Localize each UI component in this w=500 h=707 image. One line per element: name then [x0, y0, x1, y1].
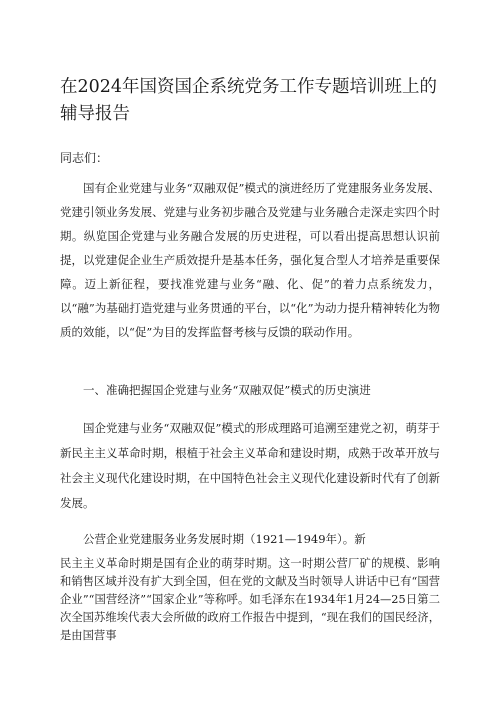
period-paragraph	[60, 530, 440, 645]
period-lead: 公营企业党建服务业务发展时期（1921—1949年）。新	[83, 532, 366, 546]
salutation: 同志们：	[60, 151, 109, 165]
period-body: 民主主义革命时期是国有企业的萌芽时期。这一时期公营厂矿的规模、影响和销售区域并没有扩大到全国，但在党的文献及当时领导人讲话中已有“国营企业”“国营经济”“国家企业”等称呼。如毛泽东在1934年1月24—25日第二次全国苏维埃代表大会所做的政府工作报告中提到，“现在我们的国民经济，是由国营事	[60, 557, 440, 642]
section-paragraph: 国企党建与业务“双融双促”模式的形成理路可追溯至建党之初，萌芽于新民主主义革命时期，根植于社会主义革命和建设时期，成熟于改革开放与社会主义现代化建设时期，在中国特色社会主义现代化建设新时代有了创新发展。	[60, 421, 440, 510]
document-title: 在2024年国资国企系统党务工作专题培训班上的辅导报告	[60, 77, 438, 124]
section-heading: 一、准确把握国企党建与业务“双融双促”模式的历史演进	[83, 383, 371, 397]
intro-paragraph: 国有企业党建与业务“双融双促”模式的演进经历了党建服务业务发展、党建引领业务发展、党建与业务初步融合及党建与业务融合走深走实四个时期。纵览国企党建与业务融合发展的历史进程，可以看出提高思想认识前提，以党建促企业生产质效提升是基本任务，强化复合型人才培养是重要保障。迈上新征程，要找准党建与业务“融、化、促”的着力点系统发力，以“融”为基础打造党建与业务贯通的平台，以“化”为动力提升精神转化为物质的效能，以“促”为目的发挥监督考核与反馈的联动作用。	[60, 181, 441, 339]
